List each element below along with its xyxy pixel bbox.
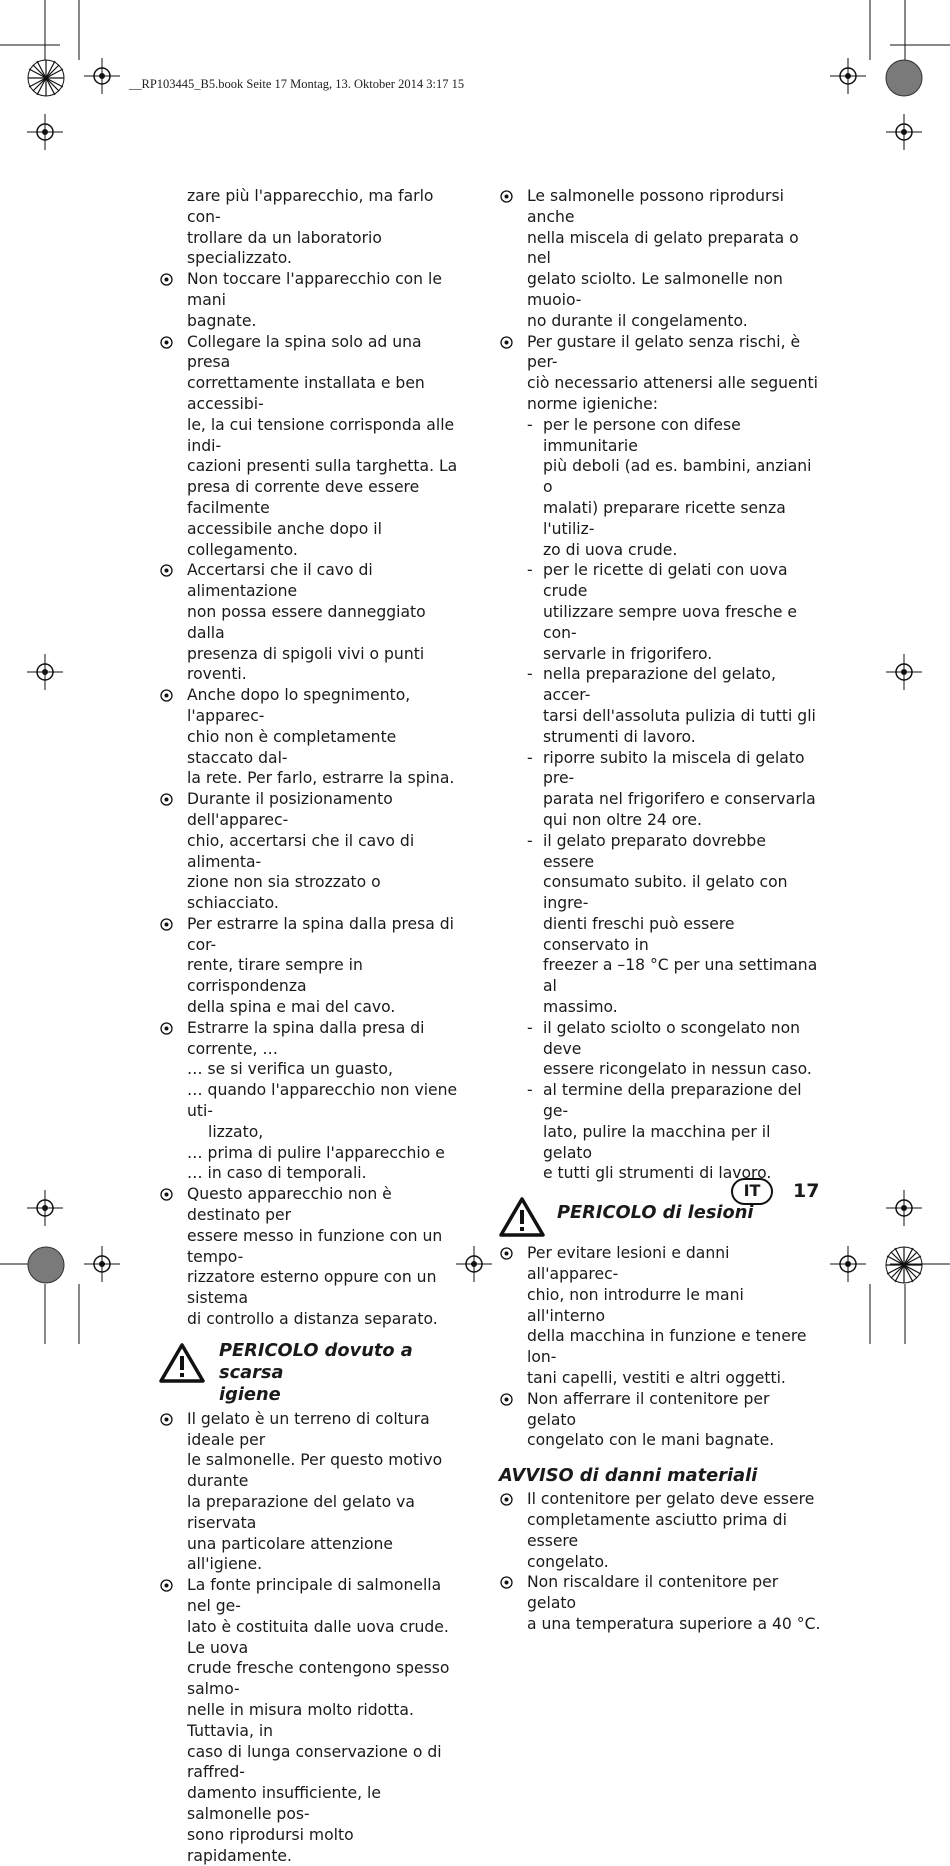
dash-line: tarsi dell'assoluta pulizia di tutti gli [543,706,816,725]
dash-line: il gelato preparato dovrebbe essere [543,831,766,871]
bullet-list [159,1409,459,1866]
registration-target-icon [886,654,922,690]
bullet-line: rizzatore esterno oppure con un sistema [187,1268,437,1308]
bullet-icon [160,1579,173,1592]
dash-marker: - [527,415,533,434]
dash-line: servarle in frigorifero. [543,644,713,663]
bullet-item [159,1575,459,1866]
bullet-line: Non toccare l'apparecchio con le mani [187,270,442,309]
dash-marker: - [527,748,533,767]
bullet-line: della spina e mai del cavo. [187,998,396,1017]
dash-item [499,1018,821,1080]
dash-line: consumato subito. il gelato con ingre- [543,873,788,913]
bullet-line: le, la cui tensione corrisponda alle indi- [187,415,455,455]
registration-target-icon [456,1246,492,1282]
bullet-line: una particolare attenzione all'igiene. [187,1534,394,1574]
dash-line: al termine della preparazione del ge- [543,1081,802,1121]
bullet-line: Per evitare lesioni e danni all'apparec- [527,1244,730,1284]
bullet-line: la preparazione del gelato va riservata [187,1493,415,1532]
ellipsis-list: … se si verifica un guasto, … quando l'apparecchio non viene uti- lizzato, … prima di pulire l'apparecchio e … in caso di temporali. [187,1060,458,1183]
bullet-item [499,1572,821,1634]
bullet-line: Collegare la spina solo ad una presa [187,332,422,372]
left-column [159,186,459,1866]
bullet-list [499,186,821,415]
dash-line: il gelato sciolto o scongelato non deve [543,1018,801,1058]
dash-marker: - [527,831,533,850]
registration-target-icon [830,1246,866,1282]
bullet-line: Non riscaldare il contenitore per gelato [527,1573,779,1613]
bullet-line: presa di corrente deve essere facilmente [187,478,420,517]
bullet-line: accessibile anche dopo il collegamento. [187,519,382,559]
registration-target-icon [84,58,120,94]
registration-target-icon [886,114,922,150]
bullet-line: zione non sia strozzato o schiacciato. [187,873,381,913]
dash-line: qui non oltre 24 ore. [543,810,702,829]
bullet-line: di controllo a distanza separato. [187,1310,438,1329]
bullet-icon [160,793,173,806]
bullet-item [159,1184,459,1330]
registration-target-icon [27,1190,63,1226]
warning-heading: PERICOLO di lesioni [499,1202,821,1240]
bullet-line: Il gelato è un terreno di coltura ideale per [187,1409,430,1449]
bullet-item [159,685,459,789]
bullet-line: lato è costituita dalle uova crude. Le uova [187,1617,449,1657]
bullet-item [159,269,459,331]
bullet-line: correttamente installata e ben accessibi- [187,374,425,413]
bullet-item [159,789,459,914]
bullet-item [499,186,821,332]
bullet-line: Per estrarre la spina dalla presa di cor- [187,914,455,954]
bullet-icon [160,689,173,702]
dash-line: per le ricette di gelati con uova crude [543,561,788,601]
registration-target-icon [27,114,63,150]
star-target-icon [884,1245,924,1285]
bullet-line: Durante il posizionamento dell'apparec- [187,790,393,829]
bullet-icon [160,1188,173,1201]
bullet-item [499,1243,821,1389]
dash-list [499,415,821,1184]
dash-line: riporre subito la miscela di gelato pre- [543,748,805,788]
bullet-line: nella miscela di gelato preparata o nel [527,228,799,268]
notice-heading: AVVISO di danni materiali [499,1465,758,1487]
bullet-line: completamente asciutto prima di essere [527,1511,787,1550]
bullet-line: Per gustare il gelato senza rischi, è per- [527,332,801,372]
dash-line: lato, pulire la macchina per il gelato [543,1122,771,1162]
bullet-icon [500,1247,513,1260]
warning-heading: PERICOLO dovuto a scarsa igiene [159,1340,459,1406]
bullet-line: cazioni presenti sulla targhetta. La [187,457,458,476]
dash-marker: - [527,665,533,684]
bullet-line: Non afferrare il contenitore per gelato [527,1389,770,1429]
bullet-line: chio, accertarsi che il cavo di alimenta- [187,831,415,871]
registration-target-icon [886,1190,922,1226]
language-badge: IT [731,1178,773,1205]
bullet-line: essere messo in funzione con un tempo- [187,1226,443,1266]
bullet-item [159,914,459,1018]
bullet-line: congelato. [527,1552,609,1571]
bullet-icon [160,564,173,577]
bullet-line: Estrarre la spina dalla presa di corrente, … [187,1018,425,1058]
dash-item [499,748,821,831]
bullet-line: no durante il congelamento. [527,311,748,330]
bullet-line: le salmonelle. Per questo motivo durante [187,1451,443,1491]
bullet-line: chio non è completamente staccato dal- [187,727,397,767]
bullet-line: rente, tirare sempre in corrispondenza [187,956,363,996]
bullet-line: damento insufficiente, le salmonelle pos- [187,1784,381,1823]
bullet-line: non possa essere danneggiato dalla [187,602,426,642]
dash-item [499,831,821,1018]
bullet-line: presenza di spigoli vivi o punti roventi. [187,644,425,684]
registration-target-icon [84,1246,120,1282]
bullet-item [159,560,459,685]
bullet-icon [160,918,173,931]
warning-triangle-icon [499,1196,545,1238]
bullet-line: della macchina in funzione e tenere lon- [527,1327,807,1367]
bullet-list [499,1489,821,1635]
right-column [499,186,821,1635]
dash-line: e tutti gli strumenti di lavoro. [543,1164,772,1183]
registration-target-icon [830,58,866,94]
star-target-icon [26,58,66,98]
dash-item [499,560,821,664]
dash-marker: - [527,1081,533,1100]
dash-line: per le persone con difese immunitarie [543,415,741,455]
bullet-icon [160,273,173,286]
dash-line: più deboli (ad es. bambini, anziani o [543,457,812,497]
bullet-icon [500,190,513,203]
bullet-icon [500,1576,513,1589]
bullet-item [499,1389,821,1451]
page-number: 17 [793,1180,820,1202]
bullet-line: Questo apparecchio non è destinato per [187,1185,392,1225]
continuation-text: zare più l'apparecchio, ma farlo con- trollare da un laboratorio specializzato. [187,187,434,268]
dash-line: freezer a –18 °C per una settimana al [543,956,818,996]
bullet-list [499,1243,821,1451]
bullet-line: Accertarsi che il cavo di alimentazione [187,561,373,601]
bullet-icon [500,1493,513,1506]
dash-line: dienti freschi può essere conservato in [543,914,735,954]
bullet-list [159,269,459,1059]
bullet-line: nelle in misura molto ridotta. Tuttavia, in [187,1700,414,1740]
gray-dot-icon [884,58,924,98]
bullet-line: crude fresche contengono spesso salmo- [187,1659,450,1699]
dash-item [499,664,821,747]
bullet-item [159,1409,459,1575]
bullet-line: chio, non introdurre le mani all'interno [527,1285,744,1325]
bullet-line: ciò necessario attenersi alle seguenti [527,374,818,393]
bullet-item [499,332,821,415]
bullet-line: sono riprodursi molto rapidamente. [187,1825,354,1865]
bullet-line: gelato sciolto. Le salmonelle non muoio- [527,270,783,309]
bullet-item [159,1018,459,1060]
dash-line: strumenti di lavoro. [543,727,696,746]
dash-marker: - [527,561,533,580]
bullet-icon [160,336,173,349]
bullet-item [159,332,459,561]
bullet-line: a una temperatura superiore a 40 °C. [527,1615,821,1633]
dash-item [499,1080,821,1184]
bullet-icon [500,1393,513,1406]
dash-line: utilizzare sempre uova fresche e con- [543,602,798,642]
gray-dot-icon [26,1245,66,1285]
bullet-line: norme igieniche: [527,394,658,413]
bullet-line: Anche dopo lo spegnimento, l'apparec- [187,686,411,725]
bullet-icon [160,1413,173,1426]
dash-line: essere ricongelato in nessun caso. [543,1060,812,1079]
bullet-line: La fonte principale di salmonella nel ge- [187,1576,442,1615]
bullet-icon [500,336,513,349]
registration-target-icon [27,654,63,690]
dash-line: massimo. [543,998,618,1017]
dash-item [499,415,821,561]
bullet-item [499,1489,821,1572]
bullet-line: la rete. Per farlo, estrarre la spina. [187,769,455,788]
bullet-line: tani capelli, vestiti e altri oggetti. [527,1369,786,1388]
bullet-line: congelato con le mani bagnate. [527,1431,775,1450]
bullet-icon [160,1022,173,1035]
bullet-line: Le salmonelle possono riprodursi anche [527,187,784,226]
dash-marker: - [527,1018,533,1037]
warning-triangle-icon [159,1342,205,1384]
dash-line: zo di uova crude. [543,540,678,559]
bullet-line: Il contenitore per gelato deve essere [527,1490,815,1509]
dash-line: parata nel frigorifero e conservarla [543,790,816,809]
print-info-line: __RP103445_B5.book Seite 17 Montag, 13. Oktober 2014 3:17 15 [129,77,465,91]
bullet-list [159,1184,459,1330]
dash-line: nella preparazione del gelato, accer- [543,665,776,705]
bullet-line: caso di lunga conservazione o di raffred- [187,1742,442,1782]
dash-line: malati) preparare ricette senza l'utiliz- [543,498,786,538]
bullet-line: bagnate. [187,311,257,330]
